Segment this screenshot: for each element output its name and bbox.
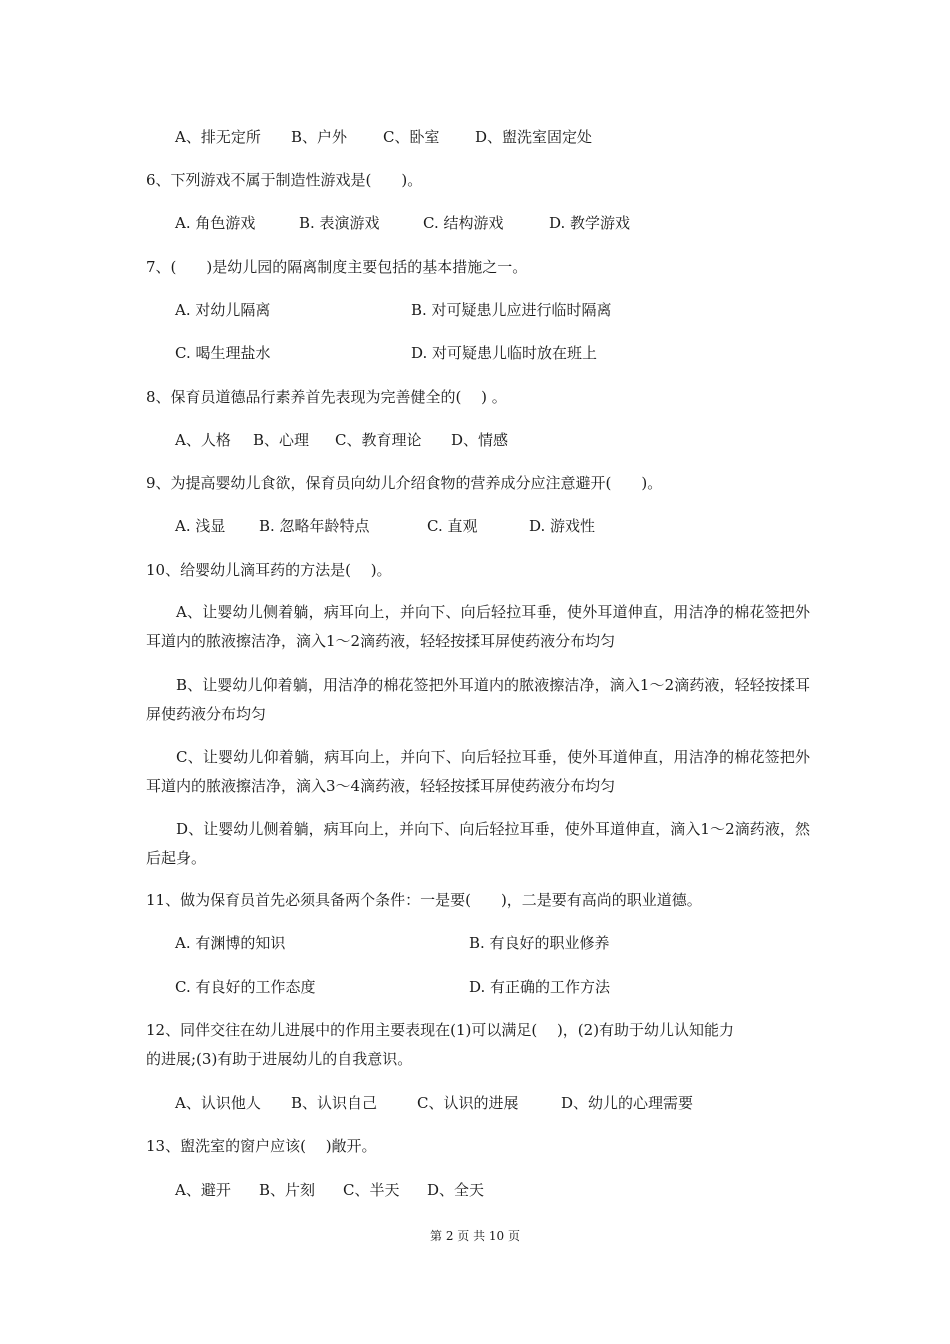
page-footer: 第 2 页 共 10 页	[430, 1229, 520, 1243]
q6-option-c: C. 结构游戏	[423, 214, 504, 232]
q8-option-d: D、情感	[451, 431, 509, 449]
q6-option-d: D. 教学游戏	[549, 214, 631, 232]
q8-options	[175, 430, 508, 450]
q9-option-d: D. 游戏性	[529, 517, 596, 535]
q12-options	[175, 1093, 693, 1113]
q12-option-c: C、认识的进展	[417, 1094, 519, 1112]
q7-option-b: B. 对可疑患儿应进行临时隔离	[411, 301, 612, 319]
q7-stem: 7、( )是幼儿园的隔离制度主要包括的基本措施之一。	[146, 258, 528, 276]
q8-option-b: B、心理	[253, 431, 310, 449]
q7-option-a: A. 对幼儿隔离	[175, 301, 271, 319]
q12-option-d: D、幼儿的心理需要	[561, 1094, 694, 1112]
q6-option-b: B. 表演游戏	[299, 214, 380, 232]
q9-option-b: B. 忽略年龄特点	[259, 517, 370, 535]
q8-stem: 8、保育员道德品行素养首先表现为完善健全的( ) 。	[146, 388, 507, 406]
q13-option-d: D、全天	[427, 1181, 485, 1199]
q13-option-c: C、半天	[343, 1181, 400, 1199]
q11-stem: 11、做为保育员首先必须具备两个条件：一是要( )，二是要有高尚的职业道德。	[146, 891, 702, 909]
q5-option-c: C、卧室	[383, 128, 440, 146]
q6-option-a: A. 角色游戏	[175, 214, 256, 232]
q13-option-b: B、片刻	[259, 1181, 316, 1199]
q6-stem: 6、下列游戏不属于制造性游戏是( )。	[146, 171, 423, 189]
q10-option-a: A、让婴幼儿侧着躺，病耳向上，并向下、向后轻拉耳垂，使外耳道伸直，用洁净的棉花签把外耳道内的脓液擦洁净，滴入1～2滴药液，轻轻按揉耳屏使药液分布均匀	[146, 603, 810, 650]
q5-options	[175, 127, 592, 147]
q8-option-a: A、人格	[175, 431, 231, 449]
q12-option-b: B、认识自己	[291, 1094, 378, 1112]
q7-option-c: C. 喝生理盐水	[175, 344, 271, 362]
q5-option-b: B、户外	[291, 128, 348, 146]
q12-stem-line2: 的进展;(3)有助于进展幼儿的自我意识。	[146, 1050, 413, 1068]
q13-stem: 13、盥洗室的窗户应该( )敞开。	[146, 1137, 377, 1155]
q10-option-b: B、让婴幼儿仰着躺，用洁净的棉花签把外耳道内的脓液擦洁净，滴入1～2滴药液，轻轻按揉耳屏使药液分布均匀	[146, 676, 810, 723]
q10-stem: 10、给婴幼儿滴耳药的方法是( )。	[146, 561, 392, 579]
q13-option-a: A、避开	[175, 1181, 231, 1199]
q5-option-a: A、排无定所	[175, 128, 261, 146]
q5-option-d: D、盥洗室固定处	[475, 128, 593, 146]
q11-option-a: A. 有渊博的知识	[175, 934, 286, 952]
q8-option-c: C、教育理论	[335, 431, 422, 449]
q11-option-c: C. 有良好的工作态度	[175, 978, 316, 996]
q12-option-a: A、认识他人	[175, 1094, 261, 1112]
q12-stem-line1: 12、同伴交往在幼儿进展中的作用主要表现在(1)可以满足( )，(2)有助于幼儿认知能力	[146, 1021, 735, 1039]
q9-option-a: A. 浅显	[175, 517, 226, 535]
q11-option-b: B. 有良好的职业修养	[469, 934, 610, 952]
q11-option-d: D. 有正确的工作方法	[469, 978, 611, 996]
q6-options	[175, 213, 630, 233]
q9-options	[175, 516, 595, 536]
q11-options-row2	[175, 977, 610, 997]
q7-option-d: D. 对可疑患儿临时放在班上	[411, 344, 598, 362]
q10-option-d: D、让婴幼儿侧着躺，病耳向上，并向下、向后轻拉耳垂，使外耳道伸直，滴入1～2滴药液，然后起身。	[146, 820, 810, 867]
q7-options-row1	[175, 300, 612, 320]
q13-options	[175, 1180, 484, 1200]
q9-stem: 9、为提高婴幼儿食欲，保育员向幼儿介绍食物的营养成分应注意避开( )。	[146, 474, 663, 492]
q7-options-row2	[175, 343, 597, 363]
q10-option-c: C、让婴幼儿仰着躺，病耳向上，并向下、向后轻拉耳垂，使外耳道伸直，用洁净的棉花签把外耳道内的脓液擦洁净，滴入3～4滴药液，轻轻按揉耳屏使药液分布均匀	[146, 748, 810, 795]
q9-option-c: C. 直观	[427, 517, 478, 535]
q11-options-row1	[175, 933, 610, 953]
